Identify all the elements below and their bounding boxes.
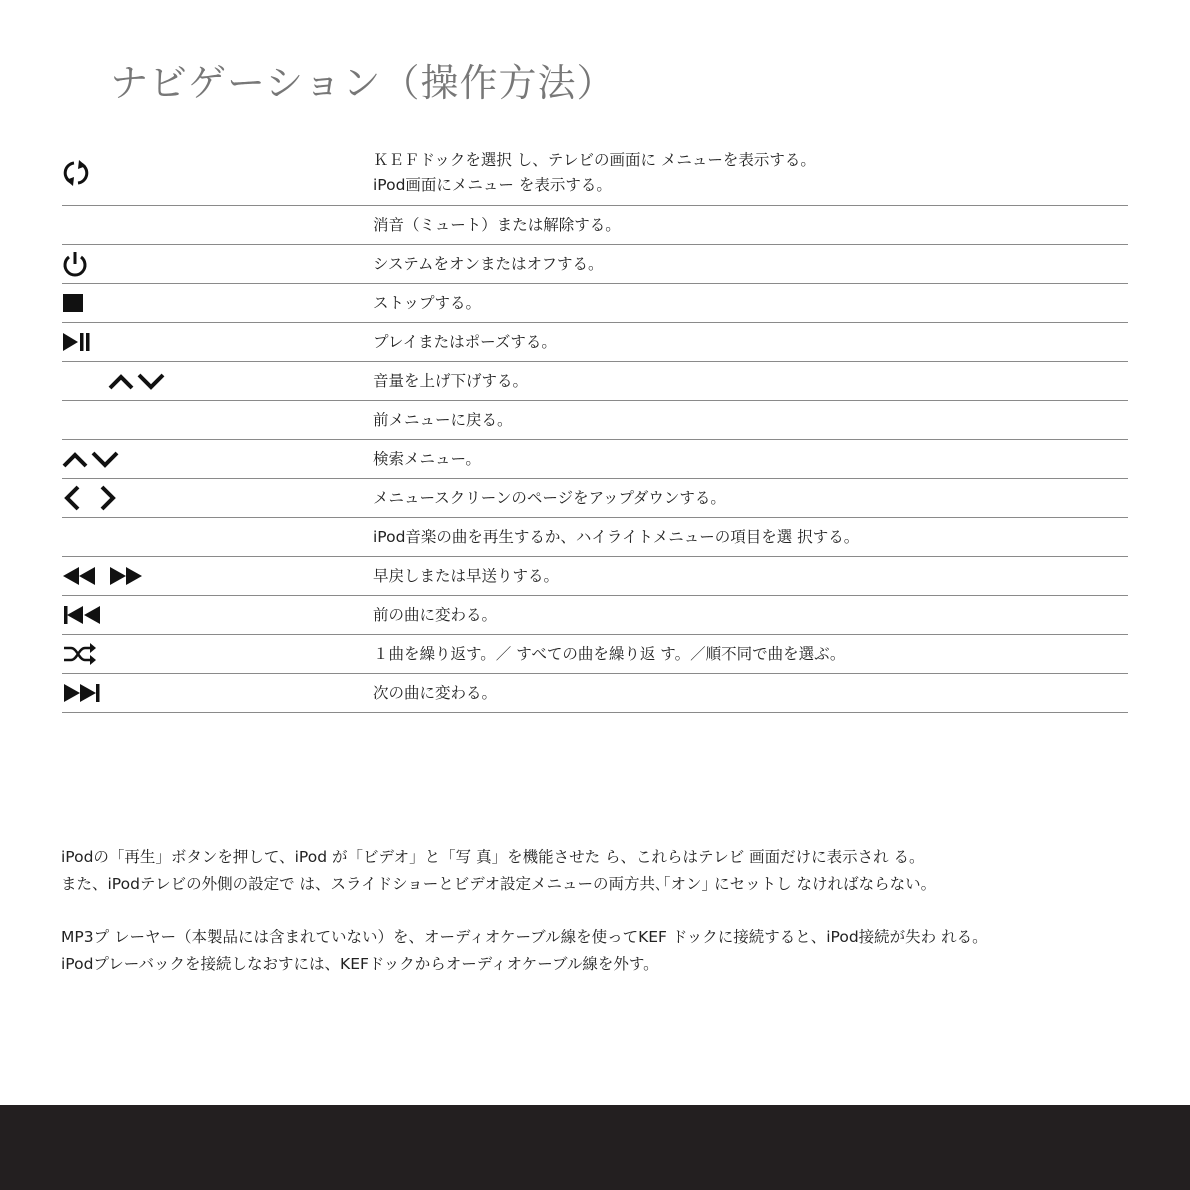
table-row: [62, 440, 1128, 479]
stop-icon: [62, 292, 84, 314]
note-paragraph: iPodの「再生」ボタンを押して、iPod が「ビデオ」と「写 真」を機能させた ら、これらはテレビ 画面だけに表示され る。: [61, 848, 925, 866]
row-description: 前メニューに戻る。: [373, 410, 513, 429]
row-description: iPod画面にメニュー を表示する。: [373, 175, 612, 194]
notes-section: [61, 844, 1141, 978]
shuffle-icon: [62, 643, 98, 665]
row-description: 消音（ミュート）または解除する。: [373, 215, 621, 234]
row-description: システムをオンまたはオフする。: [373, 254, 604, 273]
power-icon: [62, 250, 88, 278]
note-paragraph: iPodプレーバックを接続しなおすには、KEFドックからオーディオケーブル線を外す。: [61, 955, 659, 973]
row-description: プレイまたはポーズする。: [373, 332, 557, 351]
table-row: [62, 557, 1128, 596]
table-row: [62, 245, 1128, 284]
menu-cycle-icon: [62, 159, 90, 187]
table-row: [62, 323, 1128, 362]
row-description: ＫＥＦドックを選択 し、テレビの画面に メニューを表示する。: [373, 150, 816, 169]
table-row: [62, 206, 1128, 245]
row-description: 早戻しまたは早送りする。: [373, 566, 560, 585]
row-description: メニュースクリーンのページをアップダウンする。: [373, 488, 726, 507]
previous-track-icon: [62, 604, 102, 626]
row-description: １曲を繰り返す。／ すべての曲を繰り返 す。／順不同で曲を選ぶ。: [373, 644, 846, 663]
row-description: 検索メニュー。: [373, 449, 481, 468]
rewind-fast-forward-icon: [62, 565, 146, 587]
table-row: [62, 518, 1128, 557]
row-description: 前の曲に変わる。: [373, 605, 498, 624]
page-left-right-icon: [62, 484, 120, 512]
table-row: [62, 674, 1128, 713]
table-row: [62, 596, 1128, 635]
volume-up-down-icon: [108, 371, 166, 391]
table-row: [62, 479, 1128, 518]
row-description: 次の曲に変わる。: [373, 683, 498, 702]
table-row: [62, 284, 1128, 323]
table-row: [62, 401, 1128, 440]
navigation-table: [62, 140, 1128, 713]
table-row: [62, 140, 1128, 206]
page-title: ナビゲーション（操作方法）: [110, 61, 616, 105]
table-row: [62, 635, 1128, 674]
table-row: [62, 362, 1128, 401]
footer-bar: [0, 1105, 1190, 1190]
search-up-down-icon: [62, 449, 122, 469]
row-description: 音量を上げ下げする。: [373, 371, 529, 390]
note-paragraph: MP3プ レーヤー（本製品には含まれていない）を、オーディオケーブル線を使ってKEF ドックに接続すると、iPod接続が失わ れる。: [61, 928, 988, 946]
play-pause-icon: [62, 331, 92, 353]
note-paragraph: また、iPodテレビの外側の設定で は、スライドショーとビデオ設定メニューの両方共､｢オン｣ にセットし なければならない。: [61, 875, 937, 893]
row-description: ストップする。: [373, 293, 482, 312]
row-description: iPod音楽の曲を再生するか、ハイライトメニューの項目を選 択する。: [373, 527, 860, 546]
next-track-icon: [62, 682, 102, 704]
